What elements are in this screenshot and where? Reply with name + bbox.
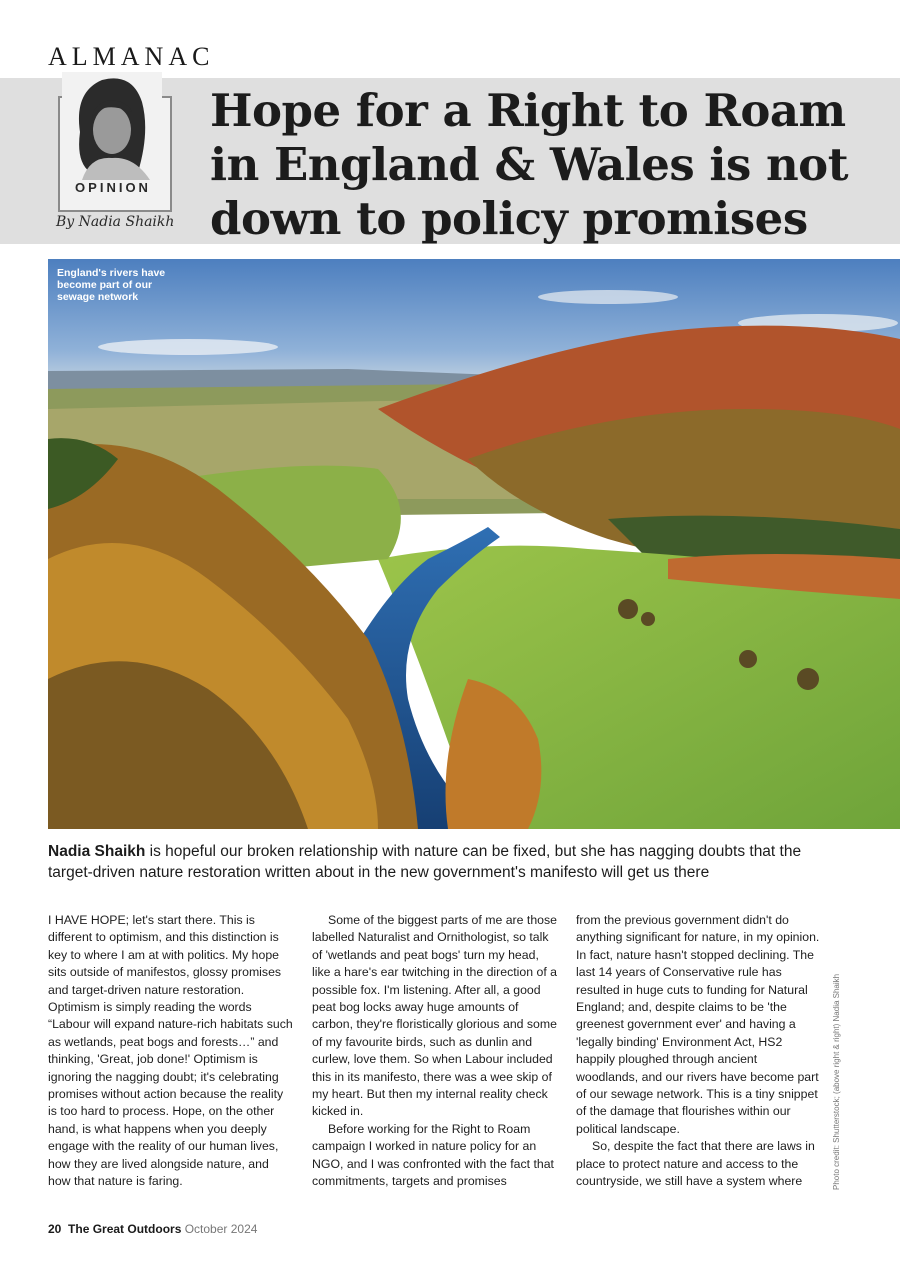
issue-date: October 2024 <box>184 1222 258 1236</box>
body-column-2 <box>312 912 557 1191</box>
headline: Hope for a Right to Roam in England & Wales is not down to policy promises <box>210 84 848 245</box>
page-footer <box>48 1222 257 1236</box>
hero-photo <box>48 259 900 829</box>
magazine-name: The Great Outdoors <box>68 1222 182 1236</box>
standfirst-author: Nadia Shaikh <box>48 843 146 860</box>
author-portrait <box>62 72 162 180</box>
standfirst-text: is hopeful our broken relationship with nature can be fixed, but she has nagging doubts that the target-driven nature restoration written about in the new government's manifesto will get us there <box>48 843 802 881</box>
standfirst <box>48 841 808 883</box>
byline: By Nadia Shaikh <box>56 214 175 230</box>
paragraph: from the previous government didn't do anything significant for nature, in my opinion. In fact, nature hasn't stopped declining. The last 14 years of Conservative rule has resulted in huge cuts to funding for Natural England; and, despite claims to be 'the greenest government ever' and having a 'legally binding' Environment Act, HS2 happily ploughed through ancient woodlands, and our rivers have become part of our sewage network. This is a tiny snippet of the damage that flourishes within our political landscape. <box>576 913 820 1136</box>
photo-caption: England's rivers have become part of our sewage network <box>57 267 166 303</box>
opinion-label: OPINION <box>64 180 162 195</box>
section-label: ALMANAC <box>48 42 215 71</box>
page-number: 20 <box>48 1222 62 1236</box>
paragraph: Before working for the Right to Roam campaign I worked in nature policy for an NGO, and I was confronted with the fact that commitments, targets and promises <box>312 1121 554 1189</box>
paragraph: So, despite the fact that there are laws in place to protect nature and access to the countryside, we still have a system where <box>576 1139 815 1189</box>
body-column-1 <box>48 912 293 1191</box>
paragraph: Some of the biggest parts of me are those labelled Naturalist and Ornithologist, so talk of 'wetlands and peat bogs' turn my head, like a hare's ear twitching in the direction of a possible fox. I'm listening. After all, a good peat bog locks away huge amounts of carbon, they're floristically glorious and some of my favourite birds, such as dunlin and curlew, love them. So when Labour included this in its manifesto, there was a wee skip of my heart. But then my internal reality check kicked in. <box>312 913 558 1119</box>
paragraph: I HAVE HOPE; let's start there. This is different to optimism, and this distinction is key to where I am at with politics. My hope sits outside of manifestos, glossy promises and target-driven nature restoration. Optimism is simply reading the words “Labour will expand nature-rich habitats such as wetlands, peat bogs and forests…” and thinking, 'Great, job done!' Optimism is ignoring the nagging doubt; it's celebrating promises without action because the reality is too hard to process. Hope, on the other hand, is what happens when you deeply engage with the reality of our human lives, how they are lived alongside nature, and how that nature is faring. <box>48 913 293 1189</box>
photo-credit: Photo credit: Shutterstock; (above right & right) Nadia Shaikh <box>832 973 841 1190</box>
body-column-3 <box>576 912 821 1191</box>
